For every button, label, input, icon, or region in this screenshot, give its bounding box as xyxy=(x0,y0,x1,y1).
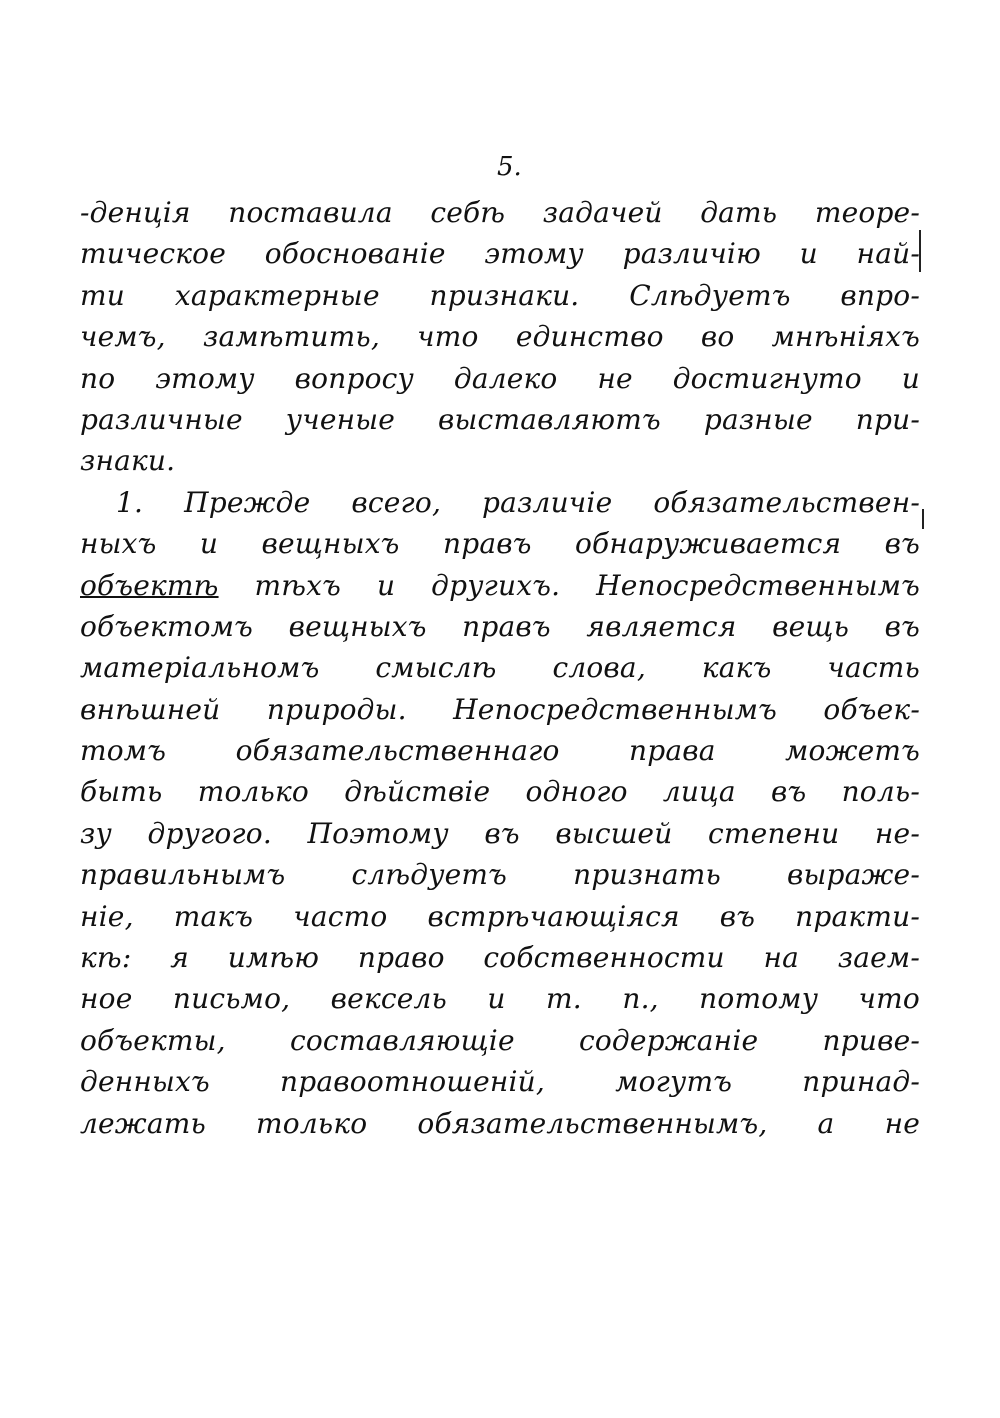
text-line: лежать только обязательственнымъ, а не xyxy=(80,1106,920,1140)
text-line: объектомъ вещныхъ правъ является вещь въ xyxy=(80,609,920,643)
text-line: ніе, такъ часто встрѣчающіяся въ практи- xyxy=(80,899,920,933)
text-line: знаки. xyxy=(80,444,176,478)
text-line: матеріальномъ смыслѣ слова, какъ часть xyxy=(80,651,920,685)
text-line: по этому вопросу далеко не достигнуто и xyxy=(80,361,920,395)
text-line: ное письмо, вексель и т. п., потому что xyxy=(80,982,920,1016)
margin-mark-middle xyxy=(922,509,924,529)
text-line-rest: тѣхъ и другихъ. Непосредственнымъ xyxy=(218,568,920,602)
text-line: внѣшней природы. Непосредственнымъ объек- xyxy=(80,692,920,726)
text-line: быть только дѣйствіе одного лица въ поль- xyxy=(80,775,920,809)
text-line: денныхъ правоотношеній, могутъ принад- xyxy=(80,1065,920,1099)
text-line: ти характерные признаки. Слѣдуетъ впро- xyxy=(80,278,920,312)
text-line: чемъ, замѣтить, что единство во мнѣніяхъ xyxy=(80,320,920,354)
text-line: 1. Прежде всего, различіе обязательствен- xyxy=(116,485,920,519)
text-line: правильнымъ слѣдуетъ признать выраже- xyxy=(80,858,920,892)
underlined-word: объектѣ xyxy=(80,568,219,602)
text-line: ныхъ и вещныхъ правъ обнаруживается въ xyxy=(80,527,920,561)
text-line: объекты, составляющіе содержаніе приве- xyxy=(80,1023,920,1057)
text-line: тическое обоснованіе этому различію и най- xyxy=(80,237,920,271)
handwritten-text-body xyxy=(80,192,920,1144)
text-line: кѣ: я имѣю право собственности на заем- xyxy=(80,941,920,975)
page-number: 5. xyxy=(497,152,522,182)
text-line: различные ученые выставляютъ разные при- xyxy=(80,402,920,436)
text-line: -денція поставила себѣ задачей дать теоре- xyxy=(80,196,920,229)
text-line: зу другого. Поэтому въ высшей степени не- xyxy=(80,816,920,850)
text-line: томъ обязательственнаго права можетъ xyxy=(80,734,920,768)
text-line-with-underline xyxy=(80,565,920,606)
